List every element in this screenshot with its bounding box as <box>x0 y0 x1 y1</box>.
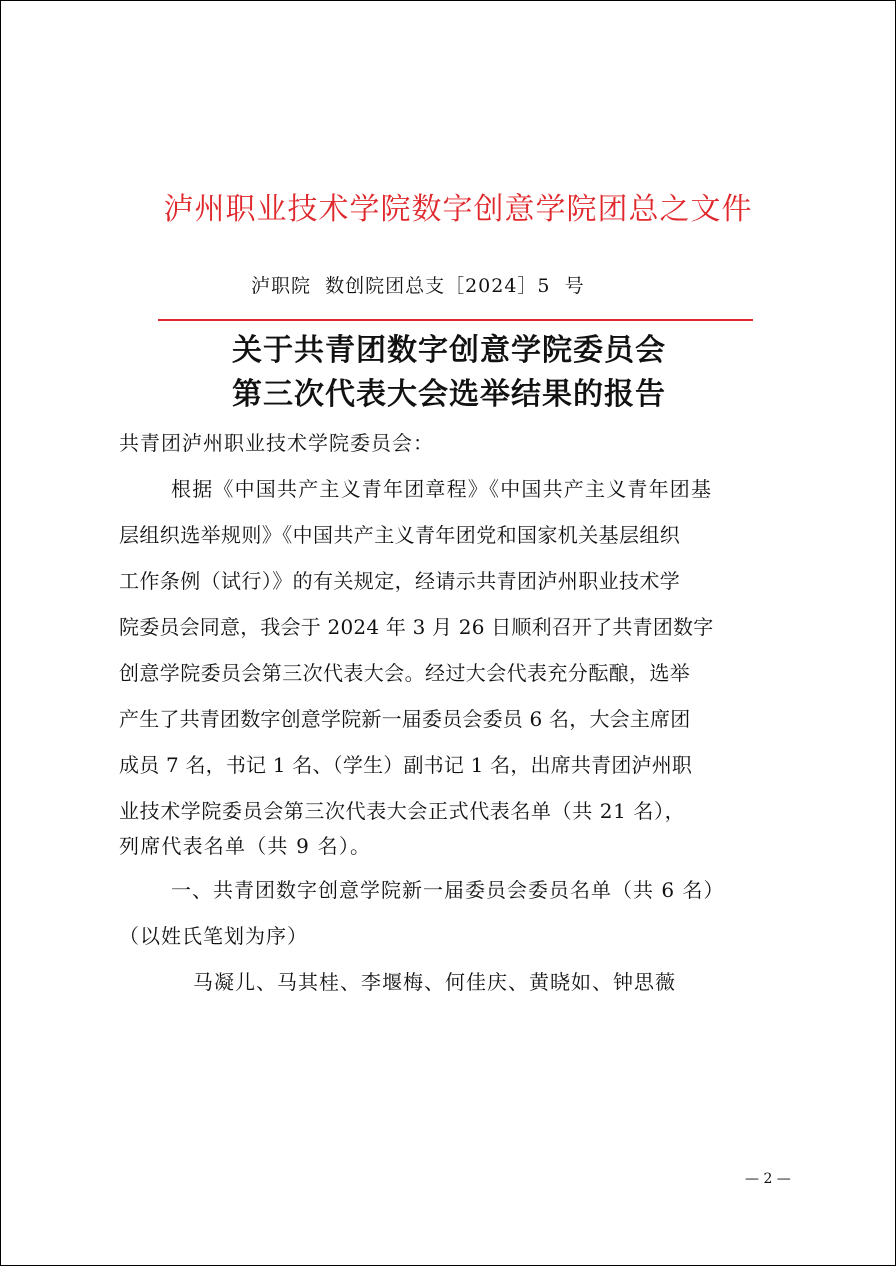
paragraph-line: 工作条例（试行）》的有关规定，经请示共青团泸州职业技术学 <box>119 569 681 593</box>
paragraph-line: 创意学院委员会第三次代表大会。经过大会代表充分酝酿，选举 <box>119 661 691 685</box>
section-subheading: （以姓氏笔划为序） <box>119 924 308 948</box>
document-header-title: 泸州职业技术学院数字创意学院团总之文件 <box>163 192 753 227</box>
section-heading: 一、共青团数字创意学院新一届委员会委员名单（共 6 名） <box>171 878 725 902</box>
salutation: 共青团泸州职业技术学院委员会： <box>119 431 434 455</box>
page-number: — 2 — <box>745 1171 791 1187</box>
paragraph-line: 院委员会同意，我会于 2024 年 3 月 26 日顺利召开了共青团数字 <box>119 615 714 639</box>
member-list: 马凝儿、马其桂、李堰梅、何佳庆、黄晓如、钟思薇 <box>193 970 676 994</box>
paragraph-line: 业技术学院委员会第三次代表大会正式代表名单（共 21 名）， <box>119 799 686 823</box>
paragraph-line: 根据《中国共产主义青年团章程》《中国共产主义青年团基 <box>171 477 713 501</box>
report-title-line-2: 第三次代表大会选举结果的报告 <box>232 377 666 412</box>
paragraph-line: 层组织选举规则》《中国共产主义青年团党和国家机关基层组织 <box>119 523 681 547</box>
paragraph-line: 列席代表名单（共 9 名）。 <box>119 834 372 858</box>
document-number: 泸职院 数创院团总支［2024］5 号 <box>251 275 585 297</box>
report-title-line-1: 关于共青团数字创意学院委员会 <box>232 333 666 368</box>
paragraph-line: 产生了共青团数字创意学院新一届委员会委员 6 名，大会主席团 <box>119 707 691 731</box>
paragraph-line: 成员 7 名，书记 1 名、（学生）副书记 1 名，出席共青团泸州职 <box>119 753 693 777</box>
red-divider-line <box>158 319 753 321</box>
